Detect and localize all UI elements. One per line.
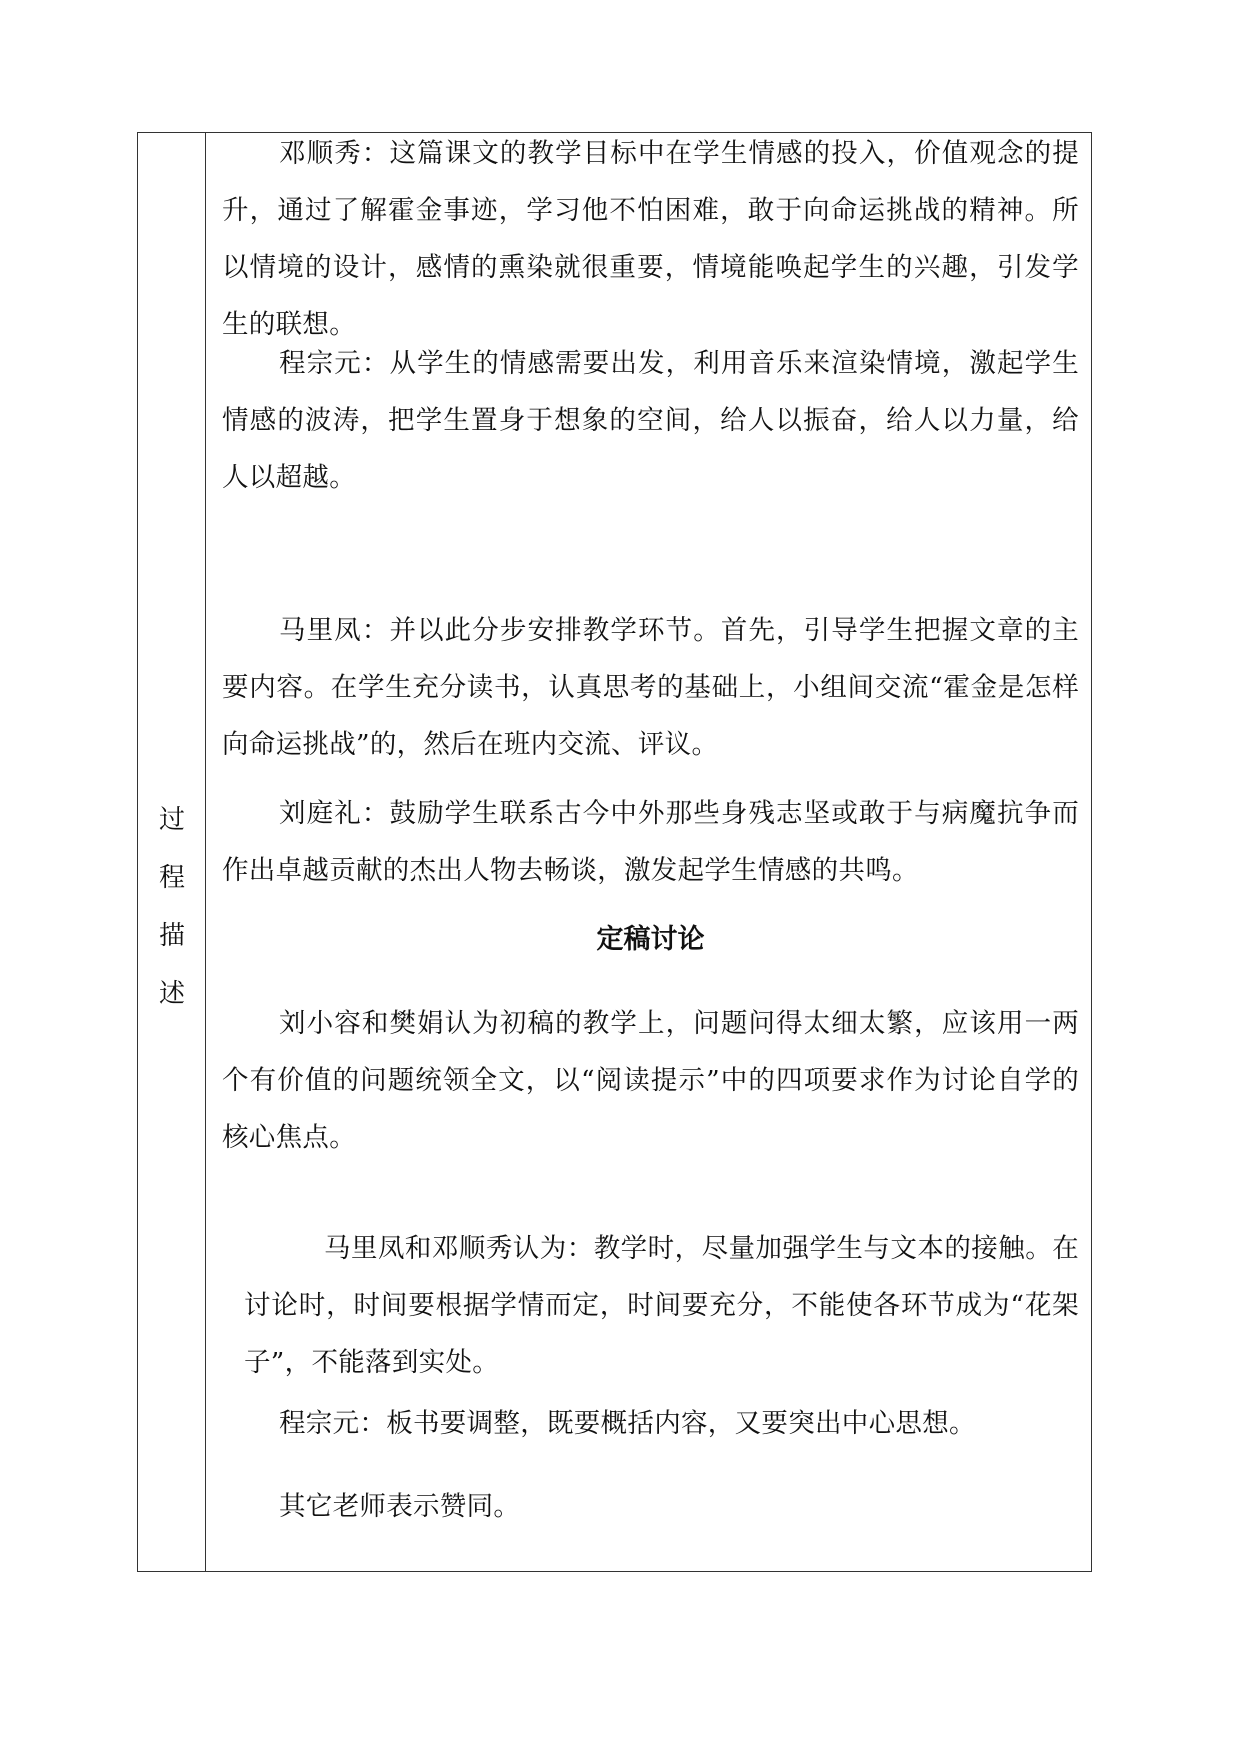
paragraph-cheng-zongyuan: 程宗元：从学生的情感需要出发，利用音乐来渲染情境，激起学生情感的波涛，把学生置身于想象的空间，给人以振奋，给人以力量，给人以超越。 [222, 348, 1079, 493]
paragraph-ma-deng: 马里凤和邓顺秀认为：教学时，尽量加强学生与文本的接触。在讨论时，时间要根据学情而定，时间要充分，不能使各环节成为“花架子”，不能落到实处。 [244, 1233, 1079, 1378]
content-column [222, 133, 1079, 1571]
paragraph-liu-tingli: 刘庭礼：鼓励学生联系古今中外那些身残志坚或敢于与病魔抗争而作出卓越贡献的杰出人物去畅谈，激发起学生情感的共鸣。 [222, 798, 1079, 886]
paragraph-ma-lifeng: 马里凤：并以此分步安排教学环节。首先，引导学生把握文章的主要内容。在学生充分读书，认真思考的基础上，小组间交流“霍金是怎样向命运挑战”的，然后在班内交流、评议。 [222, 615, 1079, 760]
section-heading-final-discussion: 定稿讨论 [596, 924, 705, 955]
paragraph-others-agree: 其它老师表示赞同。 [279, 1491, 521, 1522]
paragraph-cheng-board: 程宗元：板书要调整，既要概括内容，又要突出中心思想。 [279, 1408, 976, 1439]
record-table [137, 132, 1092, 1572]
paragraph-liu-xiaorong: 刘小容和樊娟认为初稿的教学上，问题问得太细太繁，应该用一两个有价值的问题统领全文，以“阅读提示”中的四项要求作为讨论自学的核心焦点。 [222, 1008, 1079, 1153]
process-description-label: 过 程 描 述 [158, 805, 185, 1009]
label-column [138, 133, 206, 1571]
paragraph-deng-shunxiu: 邓顺秀：这篇课文的教学目标中在学生情感的投入，价值观念的提升，通过了解霍金事迹，学习他不怕困难，敢于向命运挑战的精神。所以情境的设计，感情的熏染就很重要，情境能唤起学生的兴趣，引发学生的联想。 [222, 138, 1079, 340]
